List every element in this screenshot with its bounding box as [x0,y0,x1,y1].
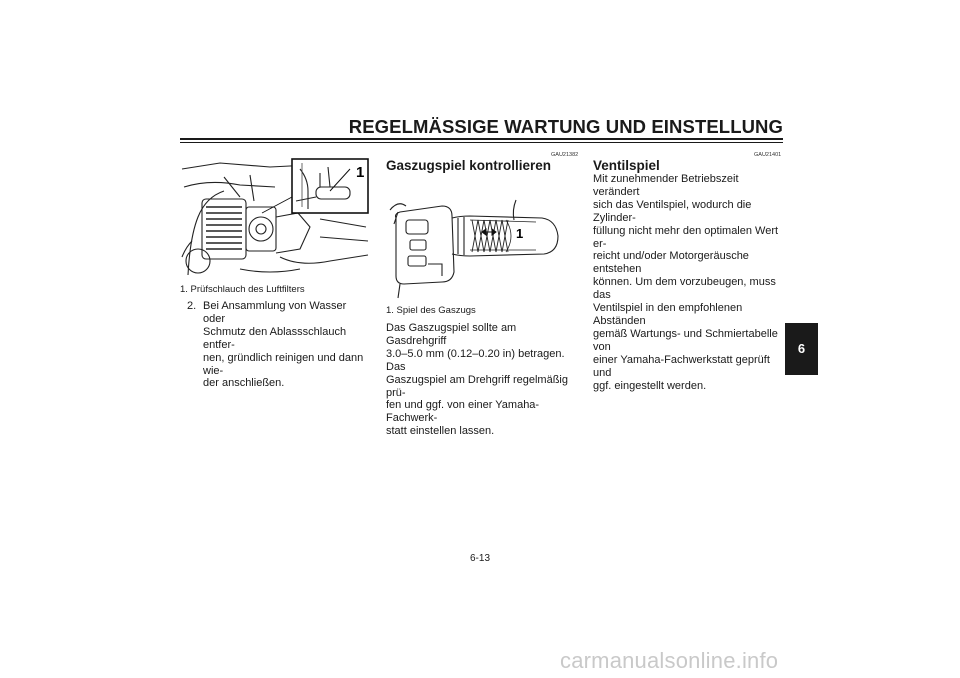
body-line: gemäß Wartungs- und Schmiertabelle von [593,327,778,353]
body-line: Mit zunehmender Betriebszeit verändert [593,173,739,198]
body-line: ggf. eingestellt werden. [593,379,707,392]
figure-callout: 1 [516,226,524,241]
watermark: carmanualsonline.info [560,648,779,673]
section-heading: Gaszugspiel kontrollieren [386,158,552,173]
page-title: REGELMÄSSIGE WARTUNG UND EINSTELLUNG [348,116,783,137]
body-line: Ventilspiel in den empfohlenen Abständen [593,302,743,327]
figure-caption: 1. Spiel des Gaszugs [386,305,476,316]
section-body [386,322,576,438]
engine-figure [180,157,370,279]
body-line: können. Um dem vorzubeugen, muss das [593,276,776,302]
section-code: GAU21382 [551,152,579,158]
item-line: Schmutz den Ablassschlauch entfer- [203,325,347,351]
figure-caption: 1. Prüfschlauch des Luftfilters [180,284,305,295]
body-line: einer Yamaha-Fachwerkstatt geprüft und [593,353,770,379]
body-line: Gaszugspiel am Drehgriff regelmäßig prü- [386,373,568,399]
body-line: statt einstellen lassen. [386,425,495,438]
figure-callout: 1 [356,164,365,181]
item-line: nen, gründlich reinigen und dann wie- [203,351,364,377]
body-line: reicht und/oder Motorgeräusche entstehen [593,250,749,276]
body-line: Das Gaszugspiel sollte am Gasdrehgriff [386,322,517,347]
throttle-grip-figure [386,180,576,300]
item-text [203,300,371,390]
section-body [593,173,785,392]
body-line: fen und ggf. von einer Yamaha-Fachwerk- [386,399,540,425]
body-line: 3.0–5.0 mm (0.12–0.20 in) betragen. Das [386,347,565,373]
item-number: 2. [187,300,197,312]
section-heading: Ventilspiel [593,158,660,173]
item-line: Bei Ansammlung von Wasser oder [203,300,347,325]
header-rule-thick [180,138,783,140]
body-line: füllung nicht mehr den optimalen Wert er- [593,224,779,250]
item-line: der anschließen. [203,377,285,390]
chapter-tab: 6 [785,323,818,375]
section-code: GAU21401 [754,152,782,158]
body-line: sich das Ventilspiel, wodurch die Zylinder- [593,198,752,224]
page-number: 6-13 [469,553,490,564]
header-rule-thin [180,142,783,143]
